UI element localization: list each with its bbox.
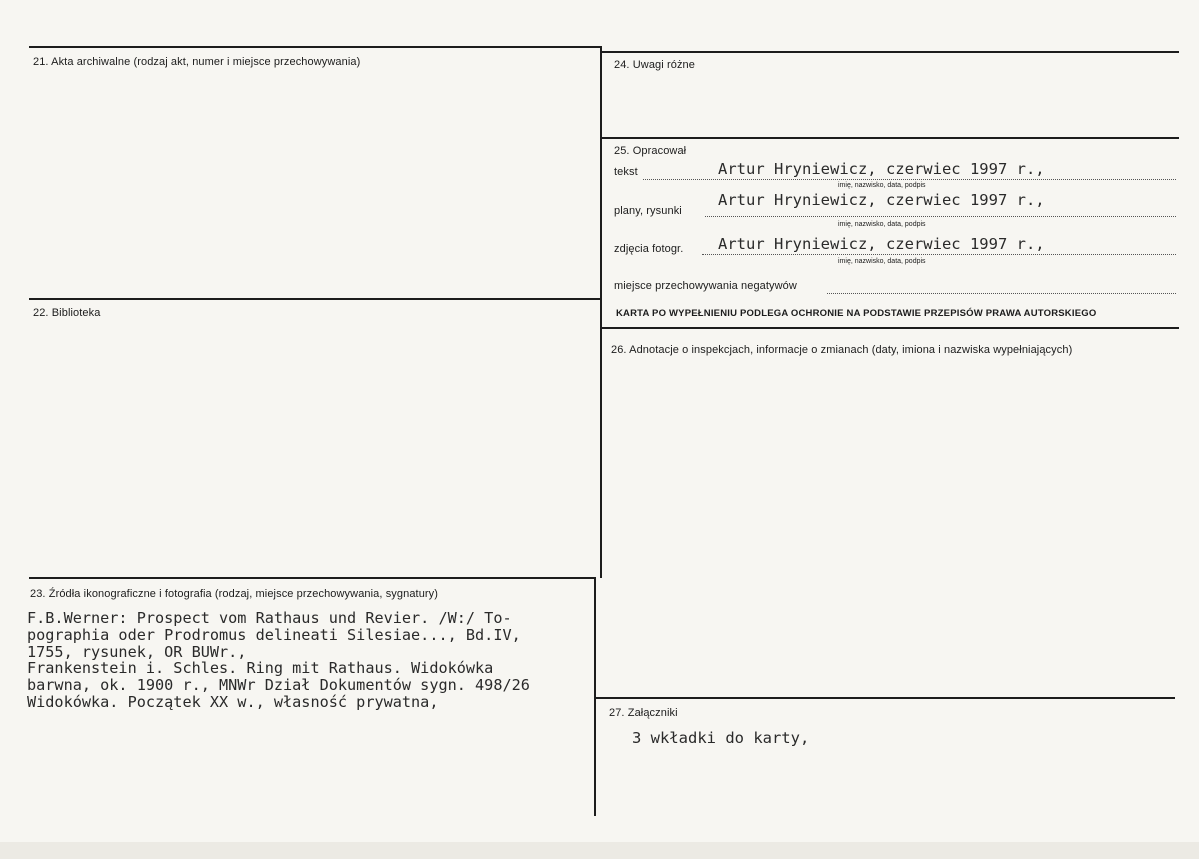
rule-25 [602, 137, 1179, 139]
center-divider [600, 48, 602, 578]
section-26-label: 26. Adnotacje o inspekcjach, informacje o zmianach (daty, imiona i nazwiska wypełniających) [611, 344, 1073, 356]
rule-22 [29, 298, 601, 300]
author-plans-hint: imię, nazwisko, data, podpis [838, 221, 926, 228]
copyright-notice: KARTA PO WYPEŁNIENIU PODLEGA OCHRONIE NA PODSTAWIE PRZEPISÓW PRAWA AUTORSKIEGO [616, 308, 1097, 319]
top-rule-right [602, 51, 1179, 53]
attachments-value: 3 wkładki do karty, [632, 729, 810, 747]
page-edge-shadow [0, 842, 1199, 859]
rule-27 [596, 697, 1175, 699]
source-line: 1755, rysunek, OR BUWr., [27, 642, 247, 661]
section-23-sources [27, 610, 530, 711]
author-plans-value: Artur Hryniewicz, czerwiec 1997 r., [718, 191, 1045, 209]
source-line: pographia oder Prodromus delineati Silesiae..., Bd.IV, [27, 625, 521, 644]
author-photos-label: zdjęcia fotogr. [614, 243, 684, 255]
author-text-label: tekst [614, 166, 638, 178]
source-line: F.B.Werner: Prospect vom Rathaus und Revier. /W:/ To- [27, 609, 512, 627]
section-21-label: 21. Akta archiwalne (rodzaj akt, numer i miejsce przechowywania) [33, 56, 361, 68]
author-photos-hint: imię, nazwisko, data, podpis [838, 258, 926, 265]
source-line: Widokówka. Początek XX w., własność prywatna, [27, 692, 439, 711]
section-27-label: 27. Załączniki [609, 707, 678, 719]
rule-26 [601, 327, 1179, 329]
author-text-value: Artur Hryniewicz, czerwiec 1997 r., [718, 160, 1045, 178]
author-plans-dotted-line [705, 216, 1176, 217]
author-plans-label: plany, rysunki [614, 205, 682, 217]
author-text-hint: imię, nazwisko, data, podpis [838, 182, 926, 189]
section-22-label: 22. Biblioteka [33, 307, 101, 319]
author-text-dotted-line [643, 179, 1176, 180]
section-23-label: 23. Źródła ikonograficzne i fotografia (rodzaj, miejsce przechowywania, sygnatury) [30, 588, 439, 600]
negatives-label: miejsce przechowywania negatywów [614, 280, 797, 292]
author-photos-dotted-line [702, 254, 1176, 255]
source-line: Frankenstein i. Schles. Ring mit Rathaus. Widokówka [27, 659, 494, 678]
author-photos-value: Artur Hryniewicz, czerwiec 1997 r., [718, 235, 1045, 253]
top-rule-left [29, 46, 602, 48]
section-24-label: 24. Uwagi różne [614, 59, 695, 71]
rule-23 [29, 577, 596, 579]
source-line: barwna, ok. 1900 r., MNWr Dział Dokumentów sygn. 498/26 [27, 676, 530, 695]
negatives-dotted-line [827, 293, 1176, 294]
section-25-label: 25. Opracował [614, 145, 687, 157]
